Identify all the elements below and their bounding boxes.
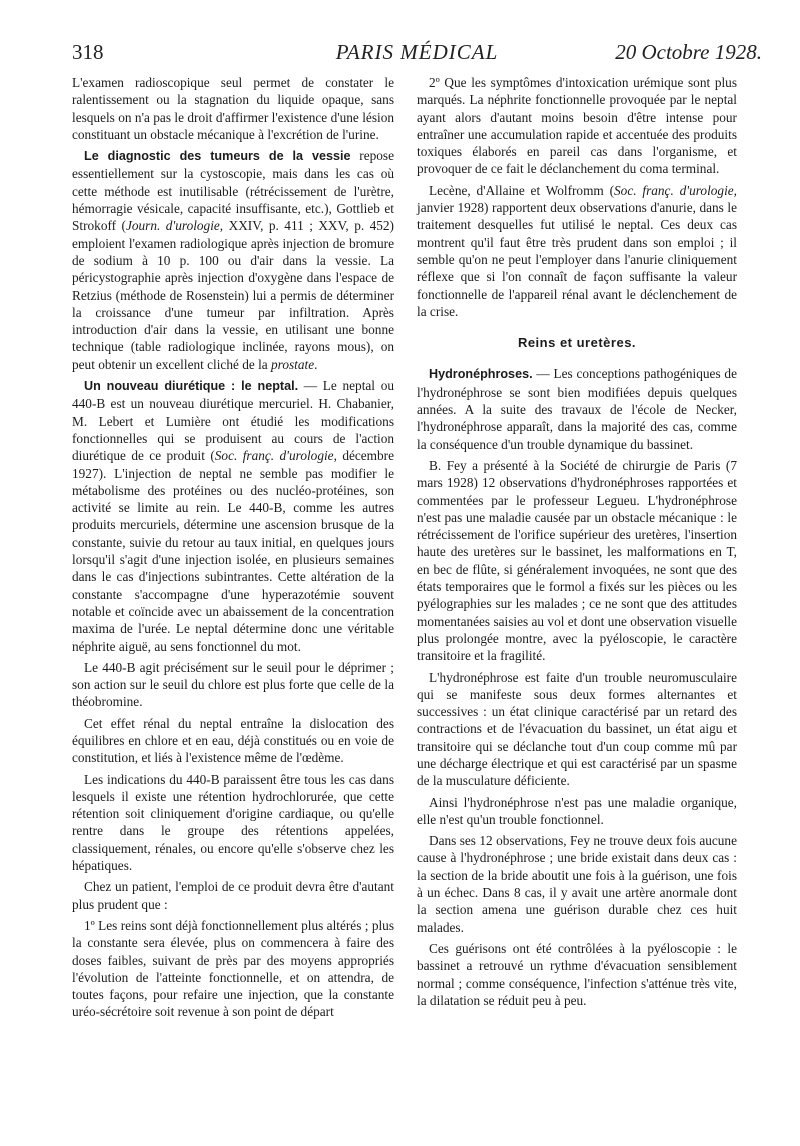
paragraph: Dans ses 12 observations, Fey ne trouve deux fois aucune cause à l'hydronéphrose ; une bride existait dans deux cas : la section de la bride aboutit une fois à la guérison, une fois à un échec. Dans 8 cas, il y avait une artère anormale dont la section amena une guérison durable chez ces huit malades. [417,833,737,935]
paragraph: Cet effet rénal du neptal entraîne la dislocation des équilibres en chlore et en eau, déjà constitués ou en voie de constitution, et liés à l'existence même de l'œdème. [72,715,394,766]
paragraph: B. Fey a présenté à la Société de chirurgie de Paris (7 mars 1928) 12 observations d'hydronéphroses rapportées et commentées par le professeur Legueu. L'hydronéphrose n'est pas une maladie causée par un obstacle mécanique : le rétrécissement de l'orifice supérieur des uretères, l'insertion haute des uretères sur le bassinet, les malformations en T, en bec de flûte, si généralement invoquées, ne sont que des états temporaires que le formol a fixés sur les pièces ou les pyélographies sur les malades ; ce ne sont que des attitudes momentanées saisies au vol et dont une observation visuelle plus prolongée montre, avec la pyéloscopie, le caractère transitoire et la fragilité. [417,457,737,664]
citation: Soc. franç. d'urologie, [614,182,737,198]
paragraph: Le 440-B agit précisément sur le seuil pour le déprimer ; son action sur le seuil du chlore est plus forte que celle de la théobromine. [72,659,394,710]
right-column [417,74,737,1013]
citation: Soc. franç. d'urologie, [214,448,337,464]
page-number: 318 [72,40,104,64]
section-title: Reins et uretères. [517,335,637,351]
paragraph: L'hydronéphrose est faite d'un trouble neuromusculaire qui se manifeste sous deux formes alternantes et successives : un état clinique caractérisé par un retard des contractions et de l'évacuation du bassinet, un état aigu et transitoire qui se déclanche tout d'un coup comme mû par une décharge électrique et qui est caractérisé par un spasme de la musculature déficiente. [417,669,737,789]
paragraph: Le diagnostic des tumeurs de la vessie repose essentiellement sur la cystoscopie, mais dans les cas où cette méthode est inutilisable (rétrécissement de l'urètre, hémorragie vésicale, capacité insuffisante, etc.), Gottlieb et Strokoff (Journ. d'urologie, XXIV, p. 411 ; XXV, p. 452) emploient l'examen radiologique après injection de bromure de sodium à 10 p. 100 ou d'air dans la vessie. La péricystographie après injection d'oxygène dans l'espace de Retzius (méthode de Rosenstein) lui a permis de déterminer la croissance d'une tumeur par infiltration. Après introduction d'air dans la vessie, en utilisant une bonne technique (table radiologique inclinée, rayons mous), on peut obtenir un excellent cliché de la prostate. [72,148,394,372]
paragraph: Les indications du 440-B paraissent être tous les cas dans lesquels il existe une rétention hydrochlorurée, que cette rétention soit cliniquement d'origine cardiaque, ou qu'elle rentre dans le groupe des rétentions appelées, classiquement, rénales, ou encore qu'elle s'observe chez les hépatiques. [72,771,394,874]
journal-title: PARIS MÉDICAL [335,40,499,64]
left-column [72,74,394,1025]
paragraph: 1º Les reins sont déjà fonctionnellement plus altérés ; plus la constante sera élevée, plus on commencera à faire des doses faibles, suivant de près par des moyens appropriés l'évolution de l'atteinte fonctionnelle, et on attendra, de toutes façons, pour refaire une injection, que la constante uréo-sécrétoire soit revenue à son point de départ [72,917,394,1020]
paragraph: Hydronéphroses. — Les conceptions pathogéniques de l'hydronéphrose se sont bien modifiées depuis quelques années. A la suite des travaux de l'école de Necker, l'hydronéphrose apparaît, dans la majorité des cas, comme la conséquence d'un trouble dynamique du bassinet. [417,366,737,452]
run-in-heading: Le diagnostic des tumeurs de la vessie [84,149,351,164]
issue-date: 20 Octobre 1928. [615,40,762,64]
paragraph: Lecène, d'Allaine et Wolfromm (Soc. franç. d'urologie, janvier 1928) rapportent deux observations d'anurie, dans le traitement desquelles fut utilisé le neptal. Ces deux cas montrent qu'il faut être très prudent dans son emploi ; il semble qu'on ne peut l'employer dans l'anurie cliniquement réflexe que si l'on connaît de façon suffisante la valeur fonctionnelle de l'appareil rénal avant le déclenchement de la crise. [417,182,737,319]
paragraph: Ainsi l'hydronéphrose n'est pas une maladie organique, elle n'est qu'un trouble fonctionnel. [417,794,737,827]
run-in-heading: Hydronéphroses. [429,367,533,382]
paragraph: Un nouveau diurétique : le neptal. — Le neptal ou 440-B est un nouveau diurétique mercuriel. H. Chabanier, M. Lebert et Lumière ont étudié les modifications fonctionnelles qui se produisent au cours de l'action diurétique de ce produit (Soc. franç. d'urologie, décembre 1927). L'injection de neptal ne semble pas modifier le métabolisme des protéines ou des nucléo-protéines, son activité se limite au rein. Le 440-B, comme les autres produits mercuriels, détermine une ascension brusque de la constante, suivie du retour au taux initial, en quelques jours lorsqu'il s'agit d'une injection isolée, en plusieurs semaines dans le cas d'injections subintrantes. Cette altération de la constante s'accompagne d'une hyperazotémie souvent notable et coïncide avec un abaissement de la concentration maxima de l'urée. Le neptal détermine donc une véritable néphrite aiguë, au sens fonctionnel du mot. [72,378,394,654]
paragraph: 2º Que les symptômes d'intoxication urémique sont plus marqués. La néphrite fonctionnelle provoquée par le neptal ayant alors d'autant moins besoin d'être intense pour entraîner une accumulation rapide et accentuée des produits toxiques élaborés en pareil cas dans l'organisme, et provoquer de ce fait le déclanchement du coma terminal. [417,75,737,177]
paragraph: Chez un patient, l'emploi de ce produit devra être d'autant plus prudent que : [72,879,394,912]
run-in-heading: Un nouveau diurétique : le neptal. [84,379,299,394]
citation: Journ. d'urologie, [125,218,224,234]
paragraph: L'examen radioscopique seul permet de constater le ralentissement ou la stagnation du liquide opaque, sans lesquels on n'a pas le droit d'affirmer l'existence d'une lésion constituant un obstacle mécanique à l'excrétion de l'urine. [72,75,394,142]
page-header [72,38,762,70]
paragraph: Ces guérisons ont été contrôlées à la pyéloscopie : le bassinet a retrouvé un rythme d'évacuation sensiblement normal ; comme conséquence, l'infection s'atténue très vite, la dilatation se réduit peu à peu. [417,940,737,1008]
